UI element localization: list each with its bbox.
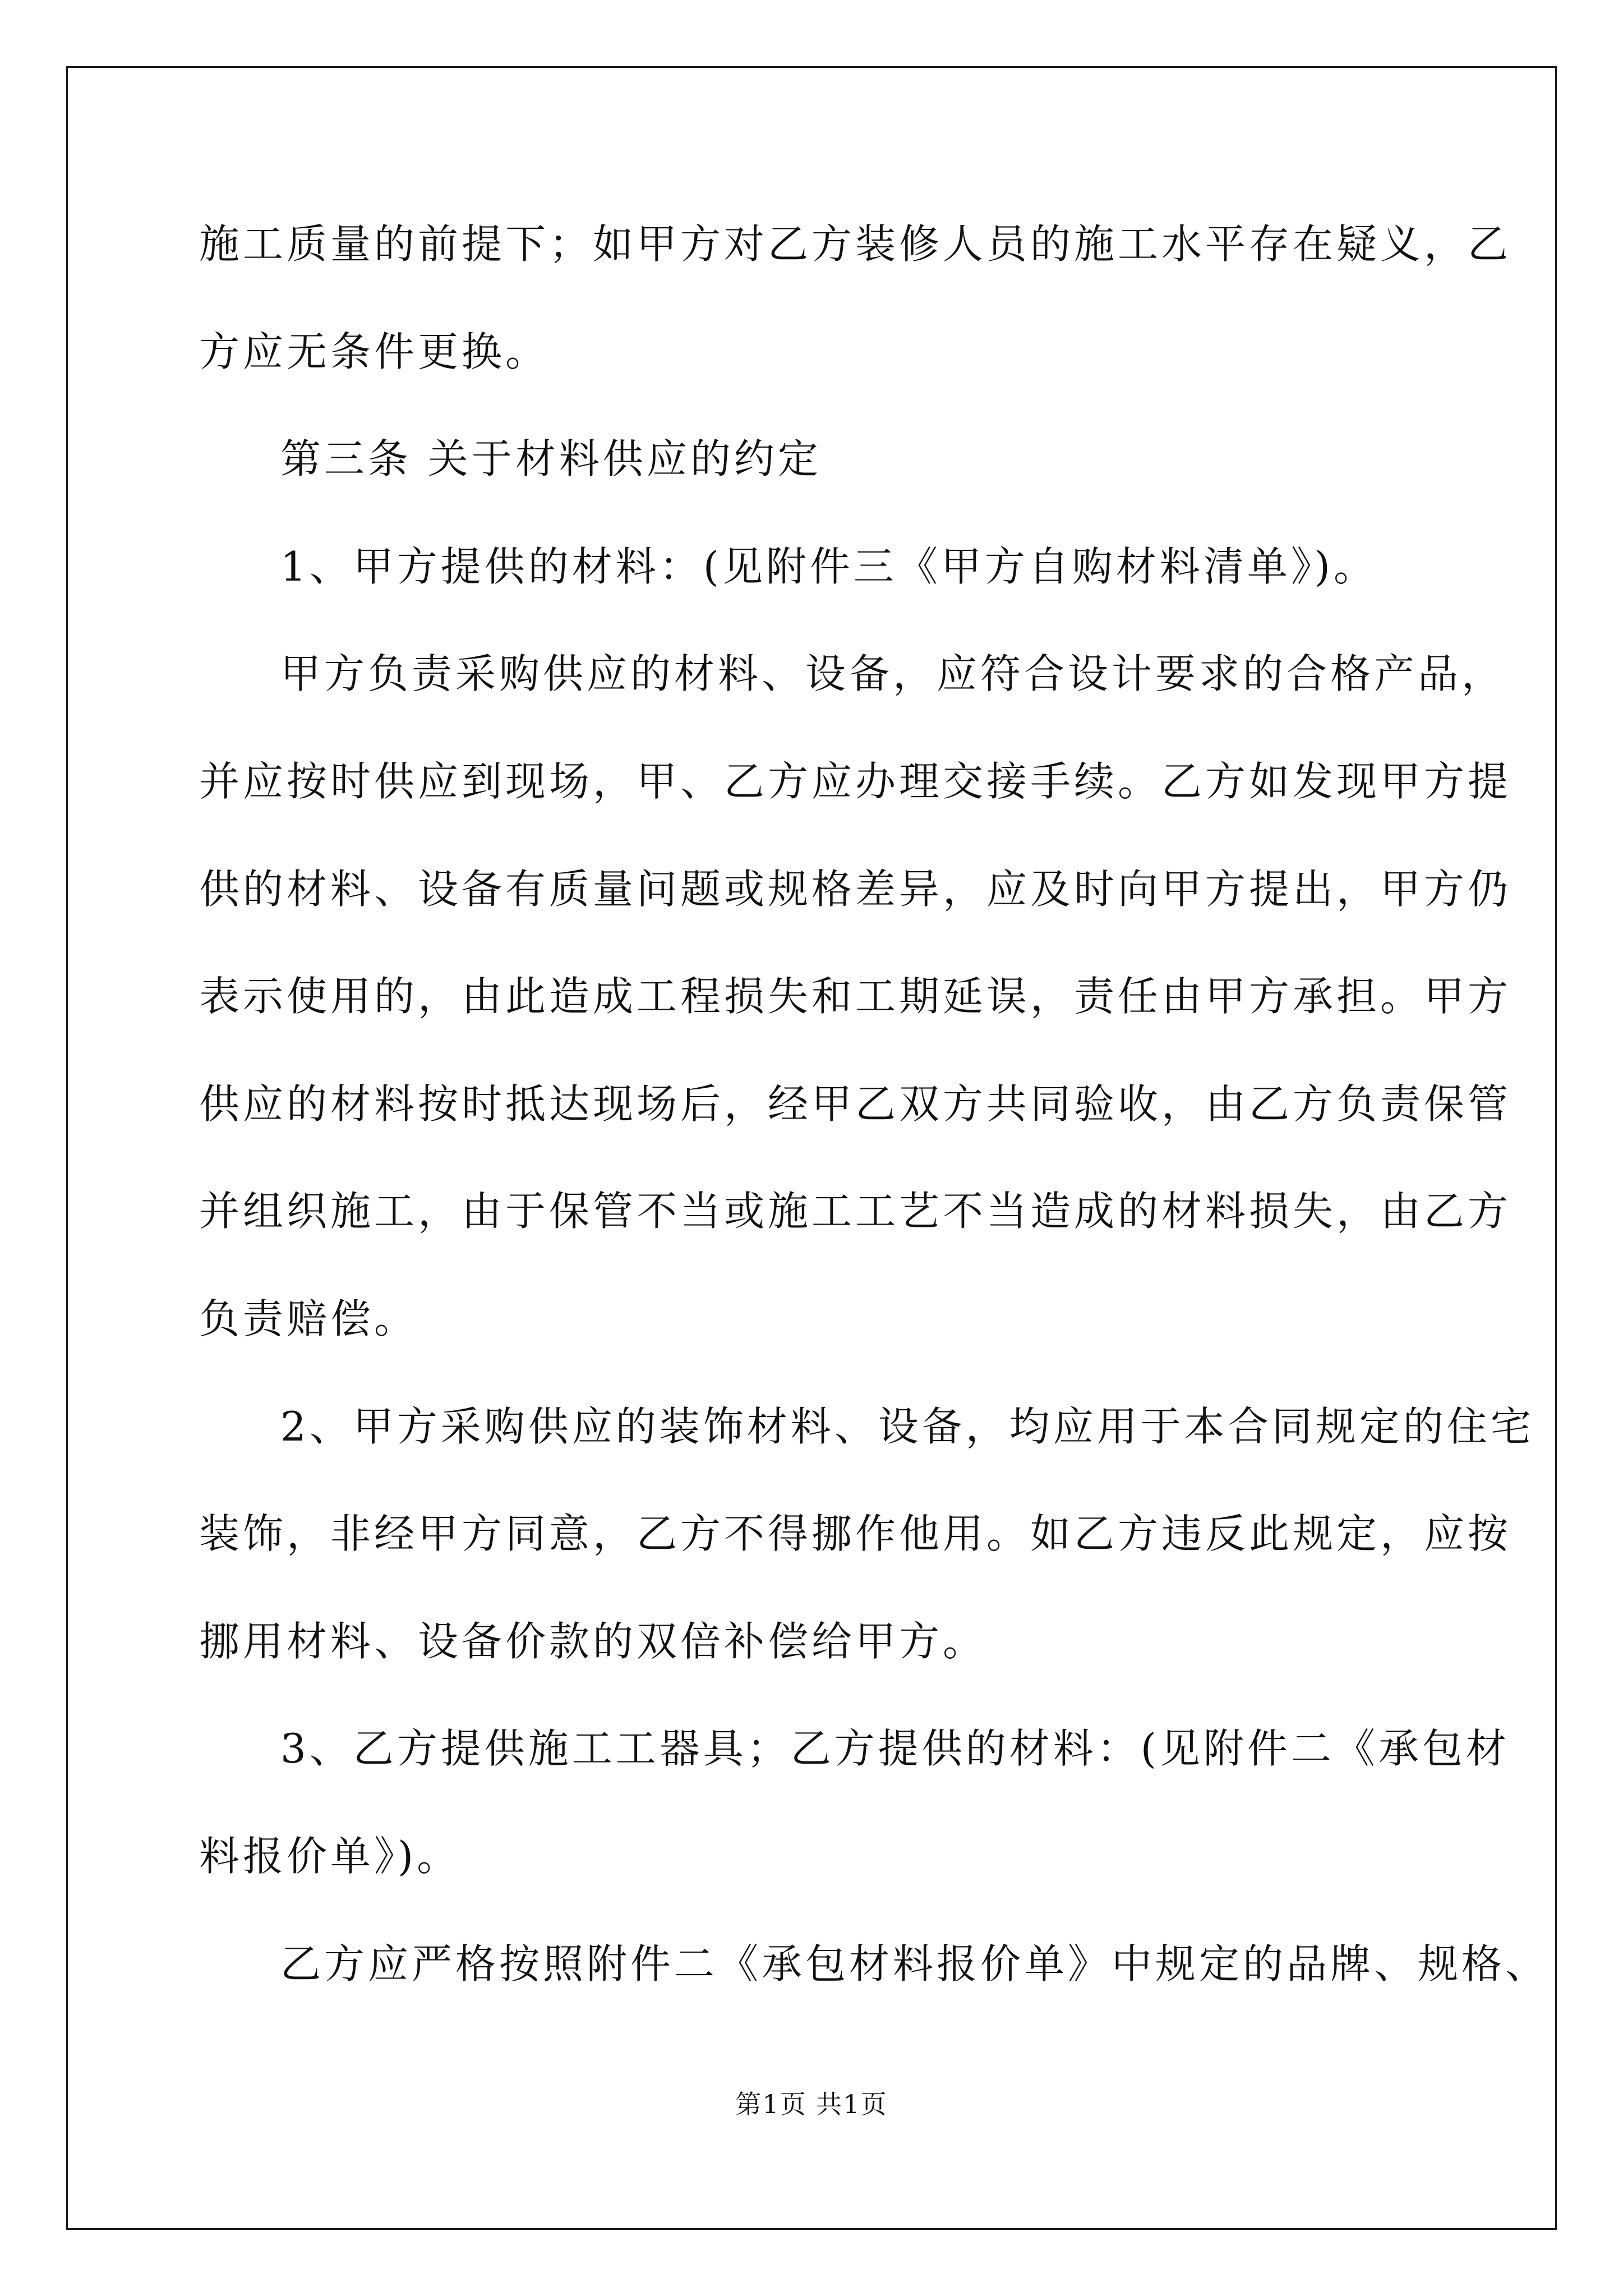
text-line-14: 挪用材料、设备价款的双倍补偿给甲方。	[199, 1618, 987, 1665]
text-line-6: 并应按时供应到现场，甲、乙方应办理交接手续。乙方如发现甲方提	[199, 758, 1512, 805]
text-line-8: 表示使用的，由此造成工程损失和工期延误，责任由甲方承担。甲方	[199, 973, 1512, 1020]
clause-2-text: 2、甲方采购供应的装饰材料、设备，均应用于本合同规定的住宅	[280, 1403, 1534, 1450]
text-line-7: 供的材料、设备有质量问题或规格差异，应及时向甲方提出，甲方仍	[199, 866, 1512, 913]
text-line-2: 方应无条件更换。	[199, 328, 550, 375]
text-line-16: 料报价单》)。	[199, 1833, 461, 1880]
page-border	[66, 66, 1557, 2230]
text-line-1: 施工质量的前提下；如甲方对乙方装修人员的施工水平存在疑义，乙	[199, 220, 1512, 268]
text-line-17: 乙方应严格按照附件二《承包材料报价单》中规定的品牌、规格、	[280, 1940, 1550, 1987]
page-number-footer: 第1页 共1页	[735, 2089, 888, 2119]
clause-3-text: 3、乙方提供施工工器具；乙方提供的材料：(见附件二《承包材	[280, 1725, 1510, 1772]
text-line-10: 并组织施工，由于保管不当或施工工艺不当造成的材料损失，由乙方	[199, 1188, 1512, 1235]
clause-1-heading: 1、甲方提供的材料：(见附件三《甲方自购材料清单》)。	[280, 543, 1377, 590]
text-line-5: 甲方负责采购供应的材料、设备，应符合设计要求的合格产品，	[280, 650, 1506, 697]
text-line-13: 装饰，非经甲方同意，乙方不得挪作他用。如乙方违反此规定，应按	[199, 1510, 1512, 1557]
section-heading-article-3: 第三条 关于材料供应的约定	[280, 435, 822, 482]
text-line-9: 供应的材料按时抵达现场后，经甲乙双方共同验收，由乙方负责保管	[199, 1080, 1512, 1128]
text-line-11: 负责赔偿。	[199, 1295, 418, 1342]
